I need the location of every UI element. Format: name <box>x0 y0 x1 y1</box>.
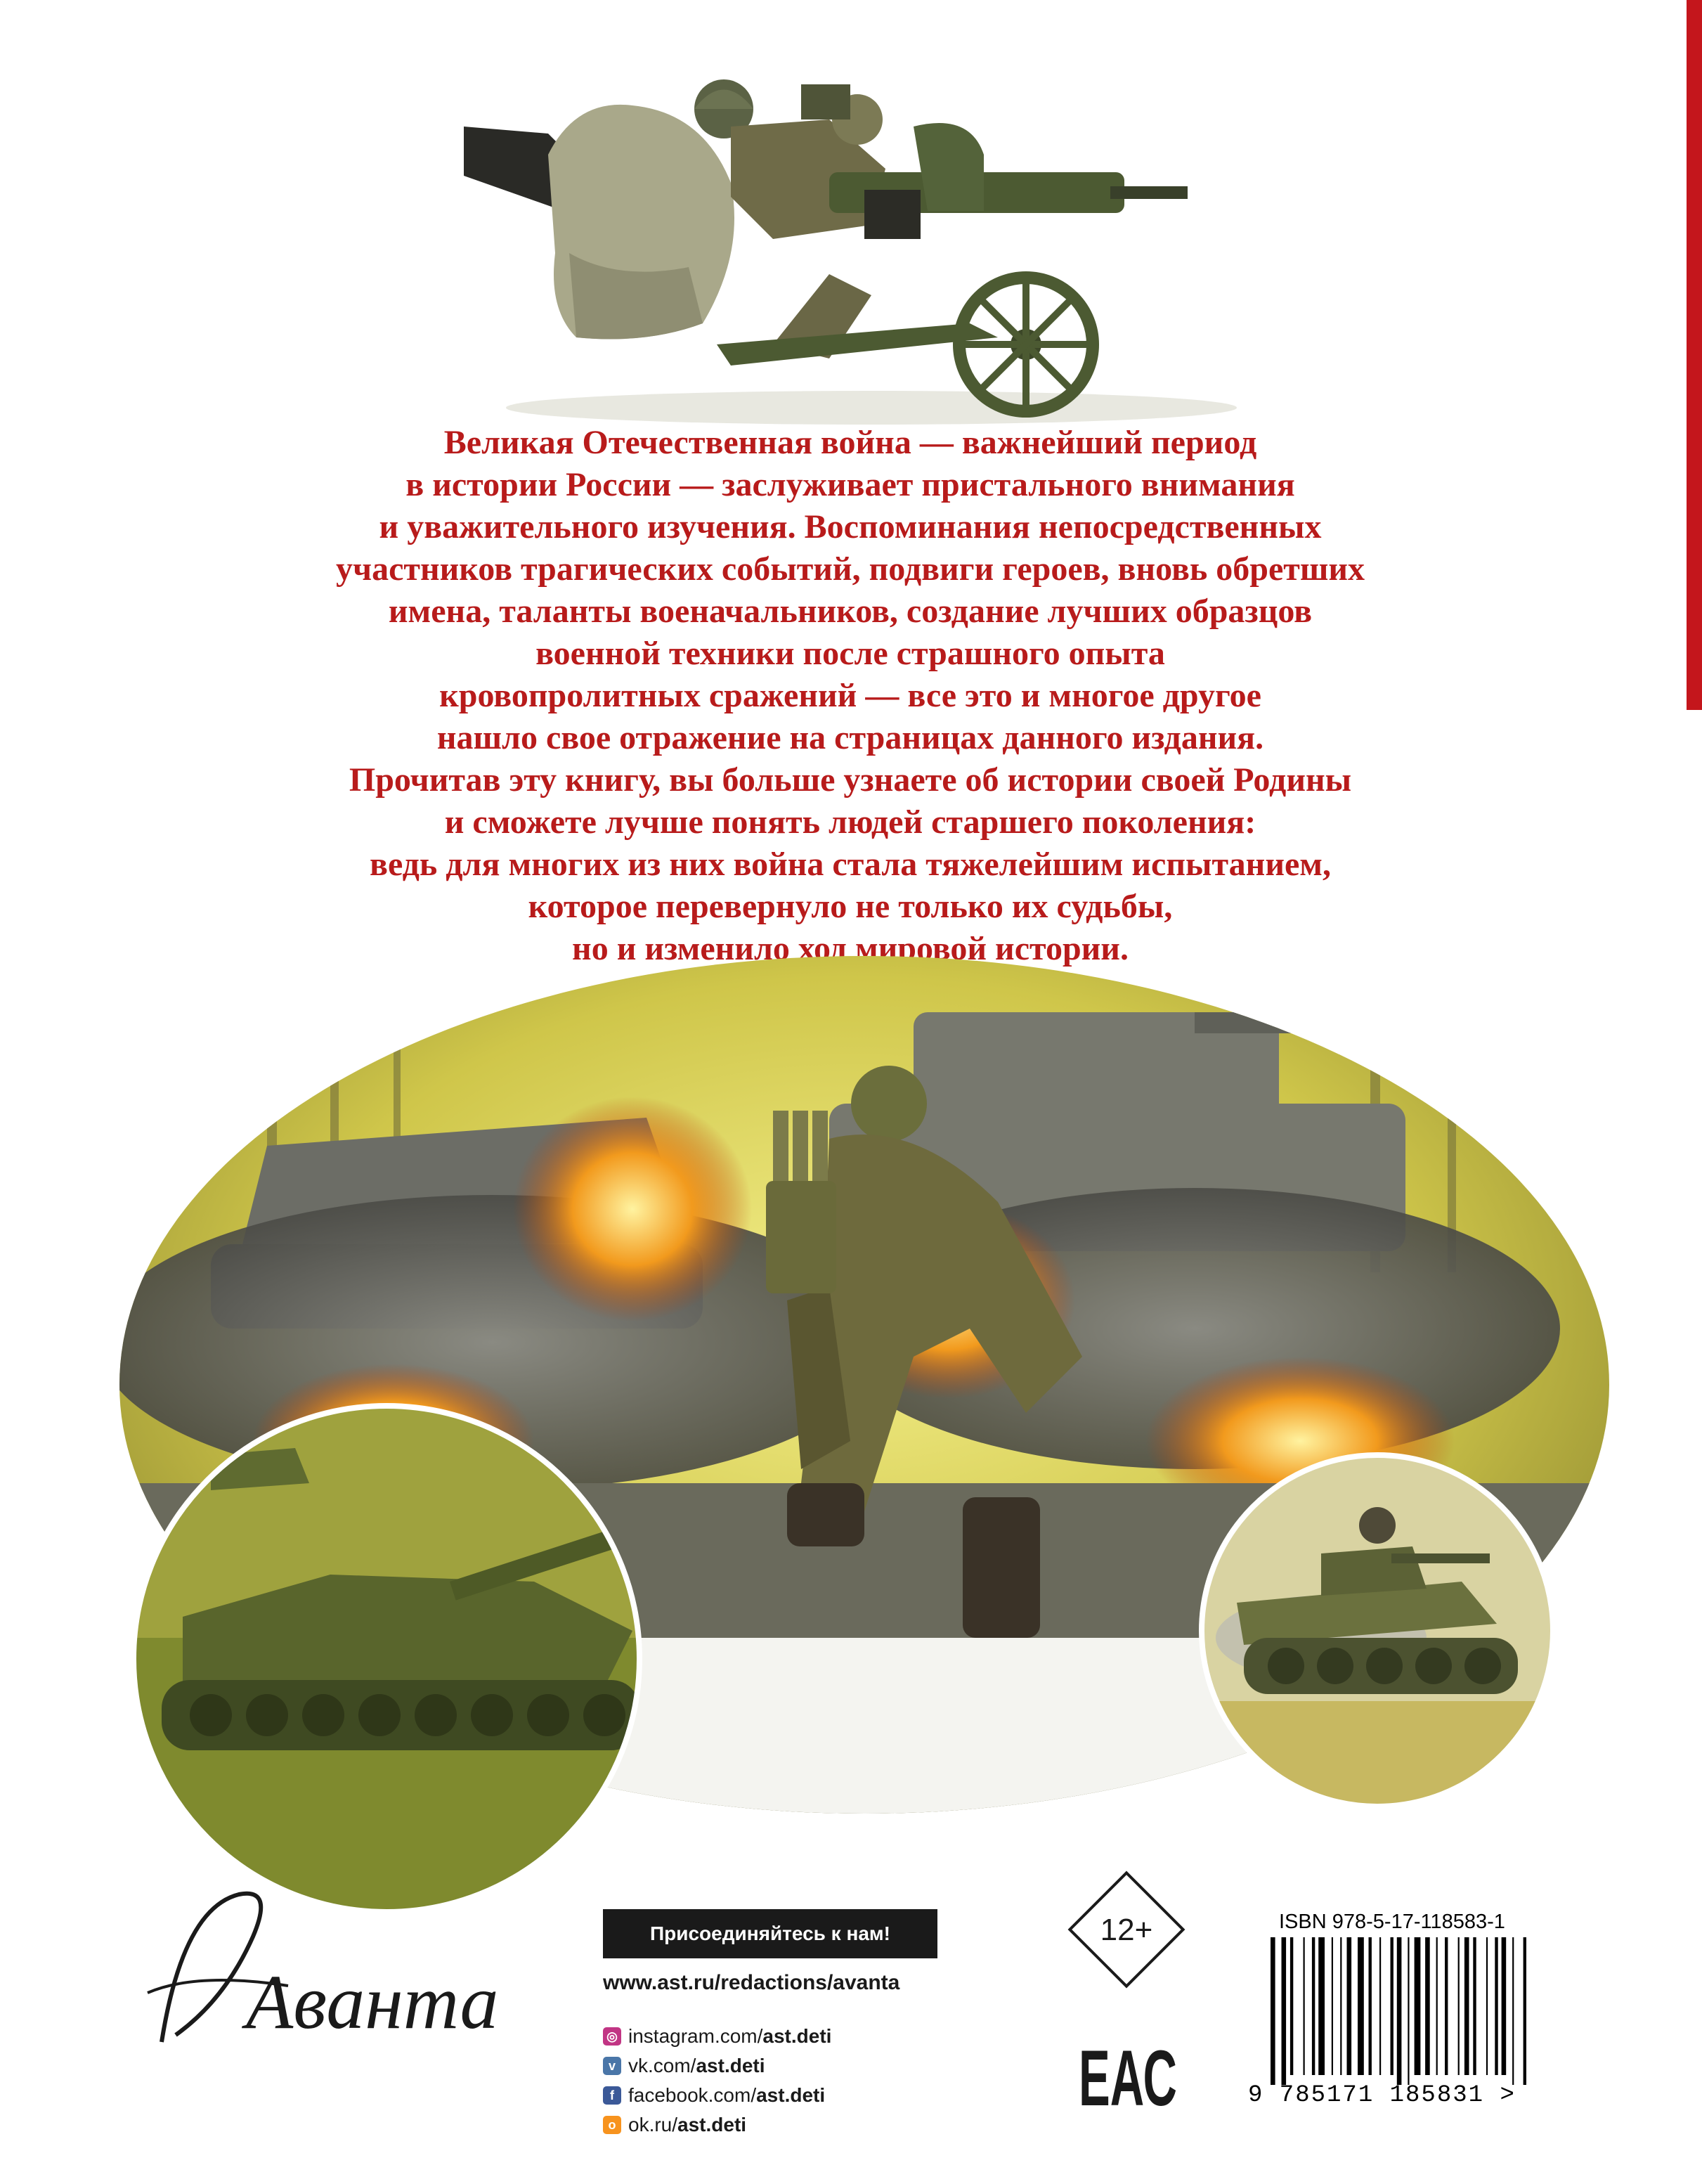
social-link-prefix: facebook.com/ <box>628 2084 757 2106</box>
description-line: участников трагических событий, подвиги героев, вновь обретших <box>336 550 1365 588</box>
barcode-bar <box>1271 1937 1275 2085</box>
machine-gun-crew-illustration <box>436 42 1279 436</box>
avanta-logo <box>134 1880 499 2063</box>
social-link-vk[interactable] <box>603 2051 898 2081</box>
social-link-handle: ast.deti <box>677 2114 747 2135</box>
battle-scene-illustration <box>0 907 1702 1919</box>
barcode-bar <box>1312 1937 1315 2075</box>
description-line: но и изменило ход мировой истории. <box>572 930 1129 967</box>
barcode-bar <box>1358 1937 1364 2075</box>
barcode-bar <box>1391 1937 1394 2075</box>
barcode-bar <box>1332 1937 1333 2075</box>
instagram-icon: ◎ <box>603 2027 621 2046</box>
description-line: и сможете лучше понять людей старшего поколения: <box>444 803 1256 841</box>
barcode-bar <box>1290 1937 1293 2075</box>
spine-stripe <box>1687 0 1702 710</box>
social-link-prefix: ok.ru/ <box>628 2114 678 2135</box>
description-line: военной техники после страшного опыта <box>535 635 1165 672</box>
barcode-bar <box>1304 1937 1305 2075</box>
book-description <box>176 422 1525 970</box>
barcode-bar <box>1397 1937 1402 2085</box>
barcode-bar <box>1369 1937 1372 2075</box>
description-line: Великая Отечественная война — важнейший период <box>443 424 1257 461</box>
barcode-bar <box>1318 1937 1325 2075</box>
social-link-instagram[interactable] <box>603 2022 898 2051</box>
eac-text: ЕАС <box>1079 2034 1177 2122</box>
description-line: нашло свое отражение на страницах данного издания. <box>436 719 1264 756</box>
barcode-bar <box>1486 1937 1488 2075</box>
social-link-prefix: instagram.com/ <box>628 2025 763 2047</box>
barcode-bar <box>1495 1937 1498 2075</box>
description-line: в истории России — заслуживает пристального внимания <box>405 466 1295 503</box>
isbn-number: ISBN 978-5-17-118583-1 <box>1279 1911 1505 1933</box>
description-line: и уважительного изучения. Воспоминания непосредственных <box>379 508 1322 545</box>
social-link-prefix: vk.com/ <box>628 2055 696 2076</box>
age-rating-text: 12+ <box>1100 1913 1153 1947</box>
barcode-bar <box>1458 1937 1460 2075</box>
social-link-handle: ast.deti <box>756 2084 826 2106</box>
eac-certification-mark <box>1075 2031 1181 2122</box>
social-link-handle: ast.deti <box>696 2055 765 2076</box>
description-line: имена, таланты военачальников, создание лучших образцов <box>388 593 1313 630</box>
social-links <box>603 2022 898 2140</box>
logo-text: Аванта <box>246 1959 499 2045</box>
description-line: кровопролитных сражений — все это и многое другое <box>439 677 1261 714</box>
barcode-bar <box>1473 1937 1476 2075</box>
barcode-image <box>1265 1937 1560 2092</box>
barcode-digits: 9 785171 185831 > <box>1248 2082 1516 2109</box>
barcode-bar <box>1340 1937 1342 2075</box>
odnoklassniki-icon: о <box>603 2116 621 2134</box>
social-link-facebook[interactable] <box>603 2081 898 2110</box>
description-line: Прочитав эту книгу, вы больше узнаете об истории своей Родины <box>349 761 1352 799</box>
age-rating-badge <box>1067 1870 1186 1989</box>
barcode-bar <box>1436 1937 1438 2075</box>
website-link[interactable]: www.ast.ru/redactions/avanta <box>603 1971 900 1994</box>
barcode-bar <box>1524 1937 1526 2085</box>
barcode-bar <box>1347 1937 1352 2075</box>
barcode-bar <box>1502 1937 1507 2075</box>
barcode-bar <box>1408 1937 1409 2085</box>
barcode-bar <box>1464 1937 1469 2075</box>
social-link-handle: ast.deti <box>762 2025 832 2047</box>
barcode-bar <box>1379 1937 1381 2075</box>
social-link-odnoklassniki[interactable] <box>603 2110 898 2140</box>
barcode-bar <box>1445 1937 1448 2075</box>
barcode-bar <box>1512 1937 1514 2085</box>
description-line: ведь для многих из них война стала тяжелейшим испытанием, <box>370 846 1331 883</box>
barcode-bar <box>1425 1937 1430 2075</box>
barcode-bar <box>1415 1937 1421 2075</box>
vk-icon: v <box>603 2057 621 2075</box>
join-us-banner: Присоединяйтесь к нам! <box>603 1909 937 1958</box>
facebook-icon: f <box>603 2086 621 2105</box>
description-line: которое перевернуло не только их судьбы, <box>528 888 1173 925</box>
barcode-bar <box>1282 1937 1287 2085</box>
